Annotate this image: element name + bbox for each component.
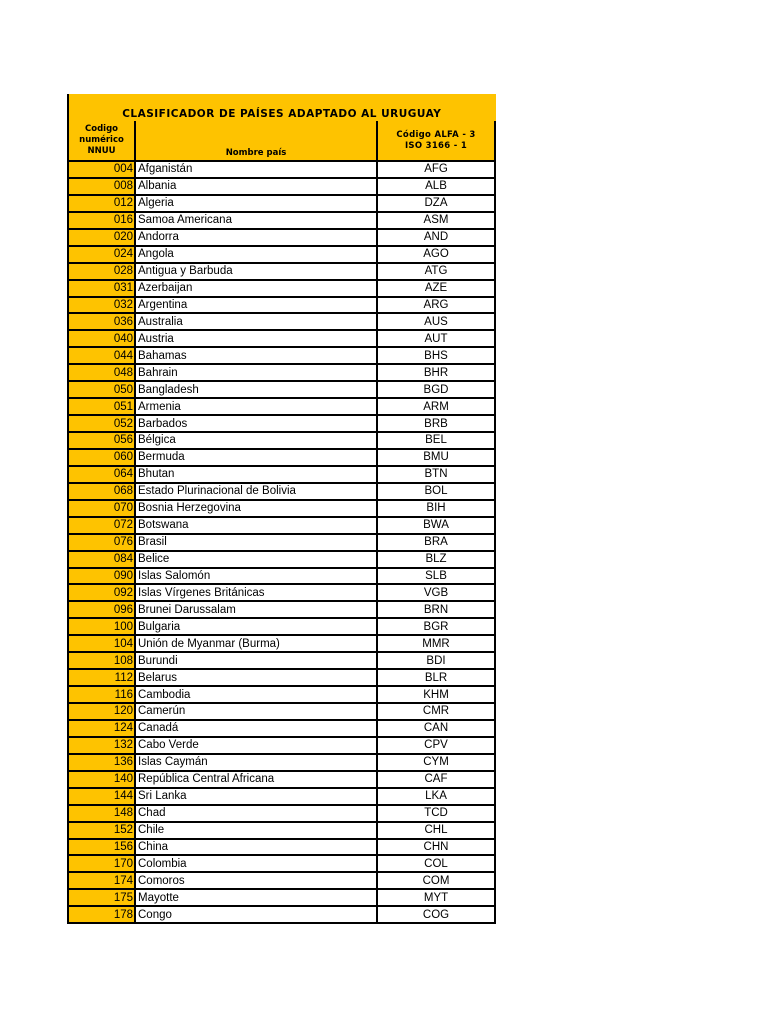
table-row: [68, 686, 495, 703]
cell-country-name: Argentina: [135, 297, 377, 314]
cell-country-name: China: [135, 839, 377, 856]
cell-country-name: Brasil: [135, 534, 377, 551]
cell-numeric-code: 152: [68, 822, 135, 839]
cell-numeric-code: 020: [68, 229, 135, 246]
cell-numeric-code: 012: [68, 195, 135, 212]
table-row: [68, 551, 495, 568]
cell-country-name: Islas Caymán: [135, 754, 377, 771]
table-row: [68, 263, 495, 280]
cell-country-name: Unión de Myanmar (Burma): [135, 635, 377, 652]
table-row: [68, 246, 495, 263]
table-row: [68, 534, 495, 551]
cell-country-name: Samoa Americana: [135, 212, 377, 229]
cell-country-name: Comoros: [135, 872, 377, 889]
cell-numeric-code: 136: [68, 754, 135, 771]
cell-alfa3-code: AUT: [377, 330, 495, 347]
table-body: [68, 161, 495, 923]
cell-alfa3-code: VGB: [377, 584, 495, 601]
cell-alfa3-code: CHN: [377, 839, 495, 856]
cell-alfa3-code: BTN: [377, 466, 495, 483]
header-code-line1: Codigo: [85, 124, 118, 134]
cell-alfa3-code: CAF: [377, 771, 495, 788]
cell-numeric-code: 120: [68, 703, 135, 720]
table-row: [68, 313, 495, 330]
cell-alfa3-code: COL: [377, 855, 495, 872]
cell-numeric-code: 031: [68, 280, 135, 297]
table-row: [68, 347, 495, 364]
cell-alfa3-code: AUS: [377, 313, 495, 330]
cell-country-name: Canadá: [135, 720, 377, 737]
cell-country-name: Albania: [135, 178, 377, 195]
table-row: [68, 805, 495, 822]
cell-country-name: Australia: [135, 313, 377, 330]
cell-country-name: Islas Vírgenes Británicas: [135, 584, 377, 601]
table-row: [68, 381, 495, 398]
cell-numeric-code: 124: [68, 720, 135, 737]
header-code-line3: NNUU: [87, 146, 116, 156]
cell-country-name: Chad: [135, 805, 377, 822]
table-row: [68, 889, 495, 906]
table-row: [68, 906, 495, 923]
table-row: [68, 280, 495, 297]
cell-alfa3-code: AFG: [377, 161, 495, 178]
cell-numeric-code: 004: [68, 161, 135, 178]
table-row: [68, 872, 495, 889]
header-code-line2: numérico: [79, 135, 124, 145]
header-country-name: Nombre país: [135, 121, 377, 161]
cell-numeric-code: 008: [68, 178, 135, 195]
cell-country-name: Bangladesh: [135, 381, 377, 398]
cell-numeric-code: 060: [68, 449, 135, 466]
cell-numeric-code: 100: [68, 618, 135, 635]
cell-numeric-code: 144: [68, 788, 135, 805]
cell-numeric-code: 070: [68, 500, 135, 517]
cell-country-name: Estado Plurinacional de Bolivia: [135, 483, 377, 500]
cell-alfa3-code: BLZ: [377, 551, 495, 568]
cell-alfa3-code: BRB: [377, 415, 495, 432]
table-row: [68, 584, 495, 601]
table-row: [68, 754, 495, 771]
cell-country-name: Antigua y Barbuda: [135, 263, 377, 280]
cell-alfa3-code: BRA: [377, 534, 495, 551]
cell-country-name: Bermuda: [135, 449, 377, 466]
cell-alfa3-code: CHL: [377, 822, 495, 839]
cell-country-name: Burundi: [135, 652, 377, 669]
column-header-row: [68, 121, 495, 161]
cell-country-name: Mayotte: [135, 889, 377, 906]
cell-numeric-code: 052: [68, 415, 135, 432]
table-row: [68, 635, 495, 652]
cell-alfa3-code: SLB: [377, 568, 495, 585]
cell-numeric-code: 156: [68, 839, 135, 856]
cell-country-name: Andorra: [135, 229, 377, 246]
table-row: [68, 297, 495, 314]
table-row: [68, 398, 495, 415]
cell-country-name: Belice: [135, 551, 377, 568]
cell-country-name: Angola: [135, 246, 377, 263]
header-numeric-code: [68, 121, 135, 161]
cell-numeric-code: 064: [68, 466, 135, 483]
table-row: [68, 788, 495, 805]
cell-numeric-code: 084: [68, 551, 135, 568]
cell-alfa3-code: COM: [377, 872, 495, 889]
cell-alfa3-code: DZA: [377, 195, 495, 212]
table-row: [68, 500, 495, 517]
table-title-row: [68, 94, 495, 121]
cell-numeric-code: 032: [68, 297, 135, 314]
cell-numeric-code: 024: [68, 246, 135, 263]
table-row: [68, 178, 495, 195]
table-row: [68, 364, 495, 381]
cell-numeric-code: 076: [68, 534, 135, 551]
cell-numeric-code: 090: [68, 568, 135, 585]
table-row: [68, 432, 495, 449]
cell-alfa3-code: BRN: [377, 601, 495, 618]
table-row: [68, 466, 495, 483]
cell-country-name: Algeria: [135, 195, 377, 212]
table-row: [68, 449, 495, 466]
table-title: CLASIFICADOR DE PAÍSES ADAPTADO AL URUGUAY: [68, 94, 495, 121]
cell-country-name: Brunei Darussalam: [135, 601, 377, 618]
cell-numeric-code: 016: [68, 212, 135, 229]
cell-alfa3-code: LKA: [377, 788, 495, 805]
cell-numeric-code: 116: [68, 686, 135, 703]
cell-country-name: Congo: [135, 906, 377, 923]
cell-country-name: Colombia: [135, 855, 377, 872]
cell-country-name: Cambodia: [135, 686, 377, 703]
cell-country-name: República Central Africana: [135, 771, 377, 788]
cell-numeric-code: 178: [68, 906, 135, 923]
table-row: [68, 822, 495, 839]
cell-alfa3-code: BEL: [377, 432, 495, 449]
cell-alfa3-code: CYM: [377, 754, 495, 771]
cell-numeric-code: 112: [68, 669, 135, 686]
cell-alfa3-code: MMR: [377, 635, 495, 652]
cell-numeric-code: 092: [68, 584, 135, 601]
cell-alfa3-code: MYT: [377, 889, 495, 906]
table-row: [68, 161, 495, 178]
cell-alfa3-code: ARM: [377, 398, 495, 415]
table-row: [68, 195, 495, 212]
cell-country-name: Chile: [135, 822, 377, 839]
cell-alfa3-code: BGR: [377, 618, 495, 635]
table-row: [68, 839, 495, 856]
cell-numeric-code: 108: [68, 652, 135, 669]
cell-numeric-code: 170: [68, 855, 135, 872]
table-row: [68, 330, 495, 347]
cell-alfa3-code: CMR: [377, 703, 495, 720]
cell-alfa3-code: BWA: [377, 517, 495, 534]
cell-alfa3-code: AGO: [377, 246, 495, 263]
country-classifier-table: [67, 94, 496, 924]
cell-alfa3-code: ATG: [377, 263, 495, 280]
header-alfa-line1: Código ALFA - 3: [396, 129, 476, 140]
cell-country-name: Armenia: [135, 398, 377, 415]
cell-alfa3-code: KHM: [377, 686, 495, 703]
header-alfa-line2: ISO 3166 - 1: [404, 140, 468, 151]
table-row: [68, 669, 495, 686]
cell-country-name: Bahamas: [135, 347, 377, 364]
cell-country-name: Azerbaijan: [135, 280, 377, 297]
cell-numeric-code: 036: [68, 313, 135, 330]
cell-numeric-code: 104: [68, 635, 135, 652]
cell-numeric-code: 051: [68, 398, 135, 415]
table-row: [68, 771, 495, 788]
table-row: [68, 720, 495, 737]
table-row: [68, 855, 495, 872]
cell-alfa3-code: ALB: [377, 178, 495, 195]
cell-alfa3-code: TCD: [377, 805, 495, 822]
cell-alfa3-code: AZE: [377, 280, 495, 297]
cell-numeric-code: 148: [68, 805, 135, 822]
cell-alfa3-code: BDI: [377, 652, 495, 669]
cell-country-name: Islas Salomón: [135, 568, 377, 585]
cell-numeric-code: 040: [68, 330, 135, 347]
table-row: [68, 703, 495, 720]
table-row: [68, 212, 495, 229]
cell-alfa3-code: BMU: [377, 449, 495, 466]
cell-numeric-code: 068: [68, 483, 135, 500]
cell-country-name: Belarus: [135, 669, 377, 686]
cell-alfa3-code: CPV: [377, 737, 495, 754]
cell-numeric-code: 050: [68, 381, 135, 398]
cell-numeric-code: 072: [68, 517, 135, 534]
cell-numeric-code: 048: [68, 364, 135, 381]
cell-alfa3-code: BIH: [377, 500, 495, 517]
cell-alfa3-code: CAN: [377, 720, 495, 737]
cell-country-name: Botswana: [135, 517, 377, 534]
cell-alfa3-code: BHR: [377, 364, 495, 381]
cell-alfa3-code: BGD: [377, 381, 495, 398]
cell-alfa3-code: BHS: [377, 347, 495, 364]
table-row: [68, 601, 495, 618]
header-alfa3-code: [377, 121, 495, 161]
cell-country-name: Sri Lanka: [135, 788, 377, 805]
cell-country-name: Barbados: [135, 415, 377, 432]
cell-country-name: Bosnia Herzegovina: [135, 500, 377, 517]
cell-numeric-code: 140: [68, 771, 135, 788]
table-row: [68, 618, 495, 635]
cell-country-name: Bulgaria: [135, 618, 377, 635]
cell-country-name: Cabo Verde: [135, 737, 377, 754]
table-row: [68, 415, 495, 432]
cell-country-name: Austria: [135, 330, 377, 347]
cell-numeric-code: 044: [68, 347, 135, 364]
cell-numeric-code: 056: [68, 432, 135, 449]
table-row: [68, 652, 495, 669]
cell-numeric-code: 132: [68, 737, 135, 754]
cell-numeric-code: 028: [68, 263, 135, 280]
cell-country-name: Afganistán: [135, 161, 377, 178]
cell-numeric-code: 096: [68, 601, 135, 618]
cell-country-name: Bhutan: [135, 466, 377, 483]
cell-country-name: Camerún: [135, 703, 377, 720]
table-row: [68, 737, 495, 754]
cell-alfa3-code: COG: [377, 906, 495, 923]
table-row: [68, 483, 495, 500]
cell-alfa3-code: BLR: [377, 669, 495, 686]
cell-alfa3-code: AND: [377, 229, 495, 246]
table-row: [68, 517, 495, 534]
cell-numeric-code: 174: [68, 872, 135, 889]
cell-country-name: Bélgica: [135, 432, 377, 449]
table-row: [68, 568, 495, 585]
cell-alfa3-code: ARG: [377, 297, 495, 314]
cell-alfa3-code: BOL: [377, 483, 495, 500]
cell-alfa3-code: ASM: [377, 212, 495, 229]
cell-numeric-code: 175: [68, 889, 135, 906]
cell-country-name: Bahrain: [135, 364, 377, 381]
table-row: [68, 229, 495, 246]
